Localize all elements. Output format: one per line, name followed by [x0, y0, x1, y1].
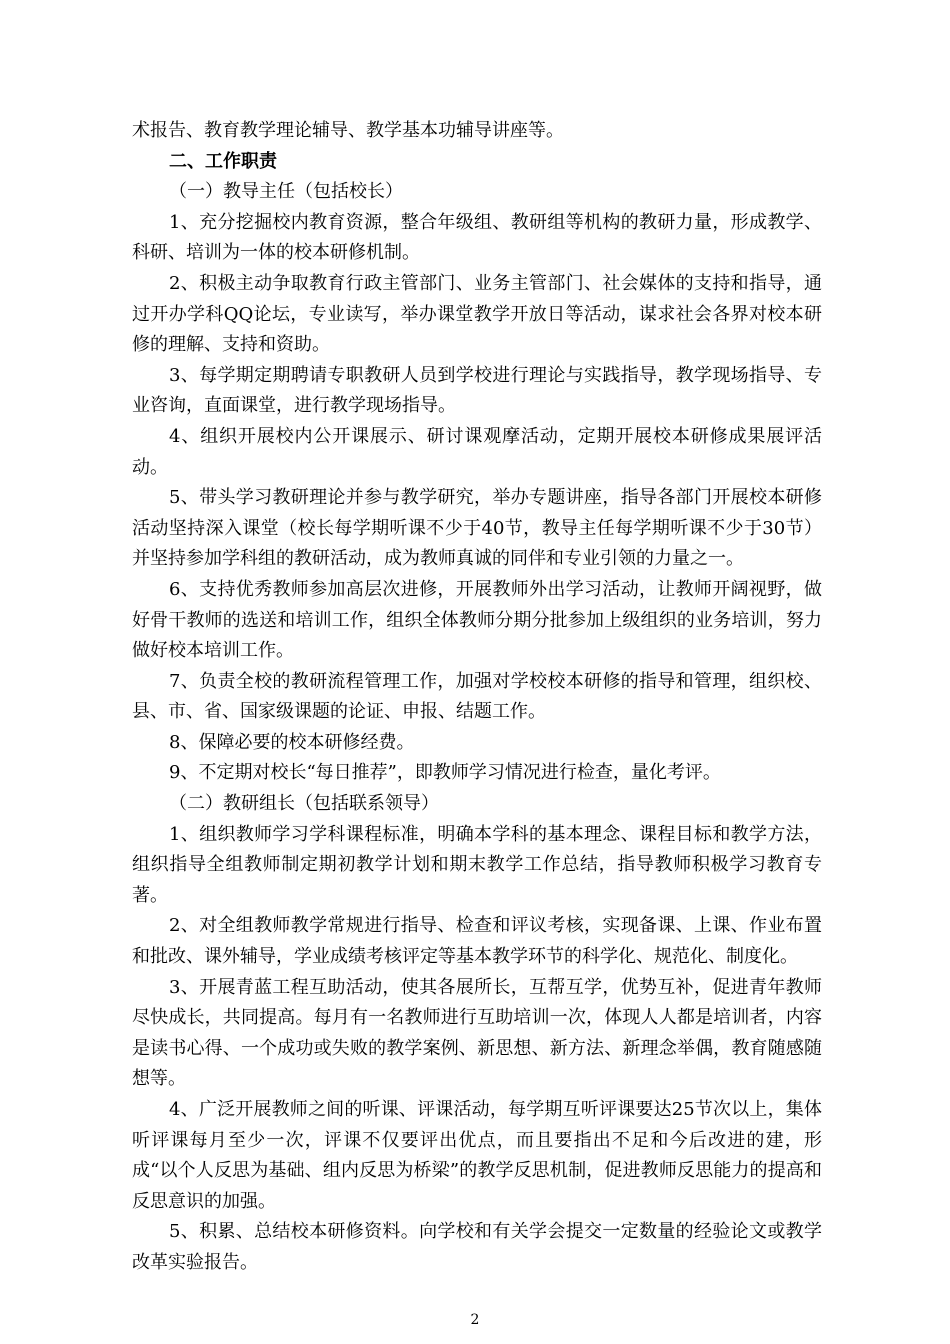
paragraph: 3、开展青蓝工程互助活动，使其各展所长，互帮互学，优势互补，促进青年教师尽快成长，共同提高。每月有一名教师进行互助培训一次，体现人人都是培训者，内容是读书心得、一个成功或失败的教学案例、新思想、新方法、新理念举偶，教育随感随想等。	[132, 976, 822, 1090]
paragraph: 5、带头学习教研理论并参与教学研究，举办专题讲座，指导各部门开展校本研修活动坚持深入课堂（校长每学期听课不少于40节，教导主任每学期听课不少于30节）并坚持参加学科组的教研活动，成为教师真诚的同伴和专业引领的力量之一。	[132, 487, 822, 570]
subsection-heading: （一）教导主任（包括校长）	[169, 181, 403, 203]
paragraph: 5、积累、总结校本研修资料。向学校和有关学会提交一定数量的经验论文或教学改革实验报告。	[132, 1221, 822, 1273]
subsection-heading: （二）教研组长（包括联系领导）	[169, 793, 439, 815]
paragraph-continuation: 术报告、教育教学理论辅导、教学基本功辅导讲座等。	[132, 120, 564, 141]
paragraph: 6、支持优秀教师参加高层次进修，开展教师外出学习活动，让教师开阔视野，做好骨干教师的选送和培训工作，组织全体教师分期分批参加上级组织的业务培训，努力做好校本培训工作。	[132, 578, 822, 662]
page-number: 2	[470, 1312, 480, 1328]
paragraph: 1、充分挖掘校内教育资源，整合年级组、教研组等机构的教研力量，形成教学、科研、培训为一体的校本研修机制。	[132, 211, 822, 264]
paragraph: 4、广泛开展教师之间的听课、评课活动，每学期互听评课要达25节次以上，集体听评课每月至少一次，评课不仅要评出优点，而且要指出不足和今后改进的建，形成“以个人反思为基础、组内反思为桥梁”的教学反思机制，促进教师反思能力的提高和反思意识的加强。	[132, 1099, 822, 1212]
page-body	[132, 116, 822, 1279]
section-heading: 二、工作职责	[169, 150, 277, 172]
paragraph: 1、组织教师学习学科课程标准，明确本学科的基本理念、课程目标和教学方法，组织指导全组教师制定期初教学计划和期末教学工作总结，指导教师积极学习教育专著。	[132, 823, 822, 906]
paragraph: 4、组织开展校内公开课展示、研讨课观摩活动，定期开展校本研修成果展评活动。	[132, 425, 822, 478]
paragraph: 8、保障必要的校本研修经费。	[169, 731, 415, 753]
paragraph: 9、不定期对校长“每日推荐”，即教师学习情况进行检查，量化考评。	[169, 762, 721, 784]
paragraph: 7、负责全校的教研流程管理工作，加强对学校校本研修的指导和管理，组织校、县、市、省、国家级课题的论证、申报、结题工作。	[132, 670, 822, 723]
paragraph: 3、每学期定期聘请专职教研人员到学校进行理论与实践指导，教学现场指导、专业咨询，直面课堂，进行教学现场指导。	[132, 364, 822, 417]
paragraph: 2、对全组教师教学常规进行指导、检查和评议考核，实现备课、上课、作业布置和批改、课外辅导，学业成绩考核评定等基本教学环节的科学化、规范化、制度化。	[132, 915, 822, 968]
paragraph: 2、积极主动争取教育行政主管部门、业务主管部门、社会媒体的支持和指导，通过开办学科QQ论坛，专业读写，举办课堂教学开放日等活动，谋求社会各界对校本研修的理解、支持和资助。	[132, 272, 822, 356]
